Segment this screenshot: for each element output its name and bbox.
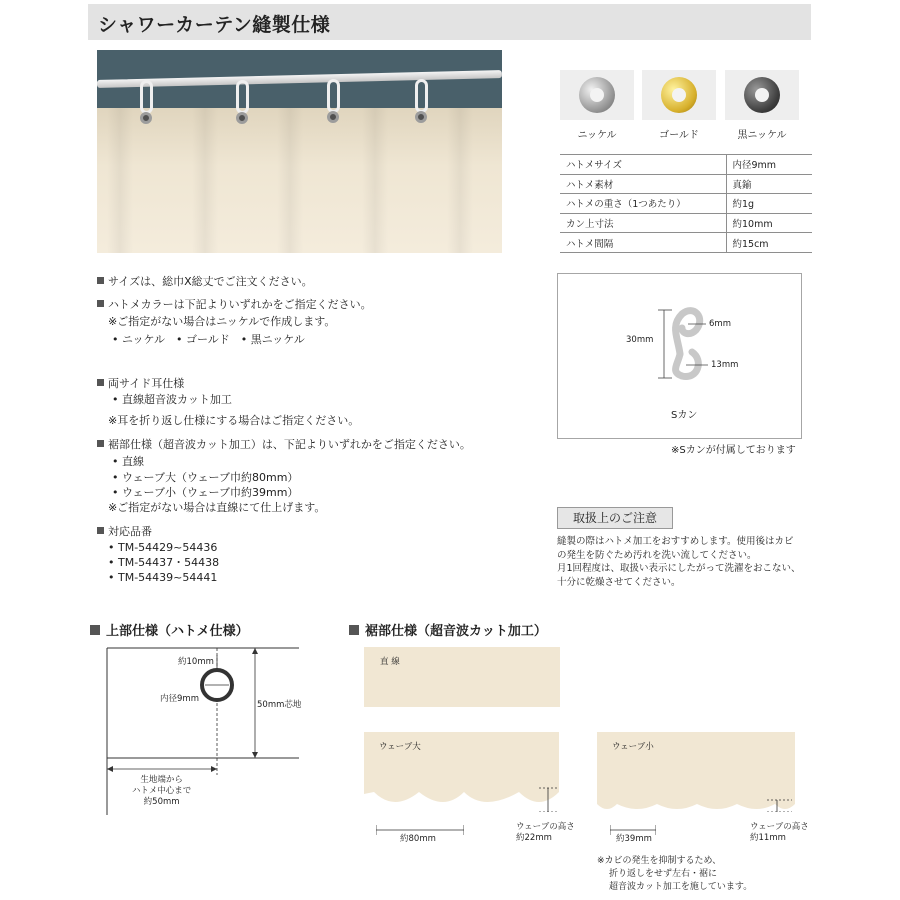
swatch-gold	[642, 70, 716, 120]
hem-footnote-line: ※カビの発生を抑制するため、	[597, 856, 722, 866]
note-side-title	[97, 376, 184, 392]
grommet-icon	[236, 112, 248, 124]
wave-large-width-line	[376, 820, 464, 830]
hem-footnote-line: 折り返しをせず左右・裾に	[609, 869, 718, 879]
wave-large-width: 約80mm	[400, 834, 436, 844]
hem-footnote	[597, 855, 752, 894]
fabric-fold	[277, 108, 303, 253]
swatch-label-nickel: ニッケル	[577, 130, 617, 141]
note-size-text: サイズは、総巾X総丈でご注文ください。	[108, 275, 313, 288]
top-dim-inner: 内径9mm	[160, 694, 199, 704]
eyelet-hole	[590, 88, 604, 102]
care-line: の発生を防ぐため汚れを洗い流してください。	[557, 549, 757, 561]
hem-item: • ウェーブ大（ウェーブ巾約80mm）	[112, 471, 299, 484]
wave-large-height	[516, 822, 575, 844]
ring-hook-icon	[236, 80, 249, 114]
top-dim-height: 50mm芯地	[257, 700, 302, 710]
hook-note: ※Sカンが付属しております	[671, 445, 796, 456]
hem-item: • ウェーブ小（ウェーブ巾約39mm）	[112, 486, 299, 499]
model-item: • TM-54439~54441	[108, 571, 218, 584]
grommet-icon	[415, 111, 427, 123]
model-item: • TM-54437・54438	[108, 556, 220, 569]
spec-value: 約10mm	[726, 213, 812, 233]
top-dim-edge-line: ハトメ中心まで	[132, 786, 192, 796]
bullet-square-icon	[97, 300, 104, 307]
note-color-title	[97, 297, 372, 313]
bullet-square-icon	[97, 379, 104, 386]
spec-table	[560, 154, 812, 253]
hem-straight-label: 直 線	[380, 657, 400, 667]
note-hem-title	[97, 437, 471, 453]
note-side-title-text: 両サイド耳仕様	[108, 377, 185, 390]
grommet-icon	[327, 111, 339, 123]
ring-hook-icon	[140, 80, 153, 114]
page-title: シャワーカーテン縫製仕様	[98, 14, 331, 36]
hem-spec-title: 裾部仕様（超音波カット加工）	[365, 624, 547, 639]
care-line: 月1回程度は、取扱い表示にしたがって洗濯をおこない、	[557, 563, 801, 574]
top-dim-edge	[132, 775, 191, 808]
swatch-black-nickel	[725, 70, 799, 120]
hem-item: • 直線	[112, 455, 144, 468]
nickel-eyelet-icon	[579, 77, 615, 113]
spec-key: ハトメ間隔	[560, 233, 726, 253]
hem-spec-heading	[349, 620, 547, 639]
spec-value: 内径9mm	[726, 155, 812, 175]
top-spec-title: 上部仕様（ハトメ仕様）	[106, 624, 249, 639]
product-photo	[97, 50, 502, 253]
hook-dim-bottom: 13mm	[711, 360, 739, 370]
note-color-default: ※ご指定がない場合はニッケルで作成します。	[108, 315, 336, 328]
note-models-title-text: 対応品番	[108, 525, 152, 538]
hem-wave-large-label: ウェーブ大	[379, 742, 421, 752]
bullet-square-icon	[90, 625, 100, 635]
note-color-title-text: ハトメカラーは下記よりいずれかをご指定ください。	[108, 298, 372, 311]
spec-value: 約1g	[726, 194, 812, 214]
gold-eyelet-icon	[661, 77, 697, 113]
table-row	[560, 155, 812, 175]
table-row	[560, 233, 812, 253]
grommet-icon	[140, 112, 152, 124]
eyelet-hole	[672, 88, 686, 102]
hem-wave-small-label: ウェーブ小	[612, 742, 654, 752]
table-row	[560, 213, 812, 233]
black-nickel-eyelet-icon	[744, 77, 780, 113]
note-models-title	[97, 524, 152, 540]
s-hook-diagram	[557, 273, 802, 439]
hem-wave-large-sample	[364, 732, 559, 812]
model-item: • TM-54429~54436	[108, 541, 218, 554]
spec-value: 真鍮	[726, 174, 812, 194]
swatch-label-black-nickel: 黒ニッケル	[737, 130, 787, 141]
ring-hook-icon	[327, 79, 340, 113]
top-dim-edge-line: 約50mm	[143, 797, 180, 807]
fabric-fold	[192, 108, 218, 253]
note-color-options: • ニッケル • ゴールド • 黒ニッケル	[112, 333, 305, 346]
hook-dim-height: 30mm	[626, 335, 654, 345]
swatch-nickel	[560, 70, 634, 120]
care-line: 十分に乾燥させてください。	[557, 576, 681, 588]
wave-small-height-line: ウェーブの高さ	[750, 822, 809, 832]
care-title: 取扱上のご注意	[557, 507, 673, 529]
wave-small-width-line	[610, 820, 656, 830]
wave-small-height-line: 約11mm	[750, 833, 786, 843]
spec-value: 約15cm	[726, 233, 812, 253]
care-text	[557, 535, 801, 589]
note-side-item: • 直線超音波カット加工	[112, 393, 232, 406]
table-row	[560, 194, 812, 214]
top-spec-heading	[90, 620, 249, 639]
swatch-label-gold: ゴールド	[659, 130, 699, 141]
wave-small-width: 約39mm	[616, 834, 652, 844]
spec-key: カン上寸法	[560, 213, 726, 233]
hem-footnote-line: 超音波カット加工を施しています。	[609, 882, 753, 892]
note-hem-title-text: 裾部仕様（超音波カット加工）は、下記よりいずれかをご指定ください。	[108, 438, 471, 451]
wave-small-height	[750, 822, 809, 844]
spec-key: ハトメ素材	[560, 174, 726, 194]
bullet-square-icon	[97, 527, 104, 534]
top-dim-top: 約10mm	[178, 657, 214, 667]
care-line: 縫製の際はハトメ加工をおすすめします。使用後はカビ	[557, 536, 794, 547]
bullet-square-icon	[97, 277, 104, 284]
wave-large-height-line: ウェーブの高さ	[516, 822, 575, 832]
hem-wave-small-sample	[597, 732, 795, 812]
fabric-fold	[107, 108, 133, 253]
note-hem-note: ※ご指定がない場合は直線にて仕上げます。	[108, 501, 326, 514]
curtain-rod	[97, 70, 502, 88]
eyelet-hole	[755, 88, 769, 102]
hook-label: Sカン	[671, 410, 698, 421]
spec-key: ハトメサイズ	[560, 155, 726, 175]
fabric-fold	[362, 108, 388, 253]
ring-hook-icon	[415, 79, 428, 113]
top-spec-diagram	[105, 645, 305, 820]
bullet-square-icon	[97, 440, 104, 447]
top-dim-edge-line: 生地端から	[140, 775, 183, 785]
hook-dim-top: 6mm	[709, 319, 731, 329]
note-size	[97, 274, 313, 290]
bullet-square-icon	[349, 625, 359, 635]
spec-key: ハトメの重さ（1つあたり）	[560, 194, 726, 214]
note-side-note: ※耳を折り返し仕様にする場合はご指定ください。	[108, 414, 360, 427]
table-row	[560, 174, 812, 194]
wave-large-height-line: 約22mm	[516, 833, 552, 843]
fabric-fold	[447, 108, 473, 253]
